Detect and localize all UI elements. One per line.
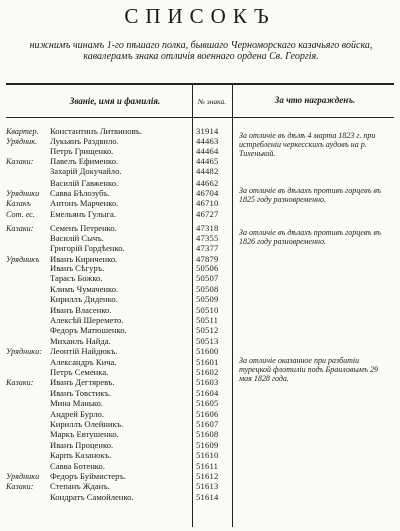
table-row bbox=[0, 337, 400, 346]
badge-number: 51610 bbox=[196, 450, 219, 461]
table-row bbox=[0, 493, 400, 502]
rank-label: Урядники bbox=[6, 189, 40, 199]
person-name: Василій Сычъ. bbox=[50, 233, 104, 244]
person-name: Степанъ Жданъ. bbox=[50, 481, 110, 492]
rank-label: Урядники: bbox=[6, 347, 42, 357]
person-name: Иванъ Товстикъ. bbox=[50, 387, 111, 398]
table-row bbox=[0, 430, 400, 439]
badge-number: 46704 bbox=[196, 188, 219, 199]
person-name: Емельянъ Гулыга. bbox=[50, 208, 116, 219]
person-name: Леонтій Найдюкъ. bbox=[50, 346, 118, 357]
person-name: Федоръ Матюшенко. bbox=[50, 325, 127, 336]
badge-number: 50508 bbox=[196, 283, 219, 294]
badge-number: 44464 bbox=[196, 146, 219, 156]
badge-number: 46727 bbox=[196, 208, 219, 219]
person-name: Кириллъ Диденко. bbox=[50, 294, 118, 305]
table-row bbox=[0, 295, 400, 304]
person-name: Иванъ Кириченко. bbox=[50, 253, 118, 264]
person-name: Константинъ Литвиновъ. bbox=[50, 126, 143, 136]
table-row bbox=[0, 274, 400, 283]
table-row bbox=[0, 482, 400, 491]
award-reason: За отличіе въ дѣлахъ противъ горцевъ въ 1826 году разновременно. bbox=[239, 228, 382, 246]
badge-number: 51614 bbox=[196, 491, 219, 502]
person-name: Маркъ Евтушенко. bbox=[50, 429, 119, 440]
rank-label: Квартер. bbox=[6, 127, 39, 136]
table-row bbox=[0, 210, 400, 219]
badge-number: 51611 bbox=[196, 460, 219, 471]
table-header-rule bbox=[6, 117, 394, 118]
badge-number: 44662 bbox=[196, 178, 219, 188]
person-name: Павелъ Ефименко. bbox=[50, 156, 119, 166]
person-name: Савва Ботенко. bbox=[50, 460, 105, 471]
badge-number: 51608 bbox=[196, 429, 219, 440]
table-row bbox=[0, 306, 400, 315]
person-name: Мина Манько. bbox=[50, 398, 103, 409]
award-reason: За отличіе въ дѣлахъ противъ горцевъ въ 1825 году разновременно. bbox=[239, 186, 382, 204]
badge-number: 50512 bbox=[196, 325, 219, 336]
badge-number: 44465 bbox=[196, 156, 219, 166]
person-name: Иванъ Власенко. bbox=[50, 304, 112, 315]
table-row bbox=[0, 264, 400, 273]
person-name: Иванъ Сѣгуръ. bbox=[50, 263, 105, 273]
header-number: № знака. bbox=[197, 97, 227, 106]
person-name: Федоръ Буймистеръ. bbox=[50, 471, 126, 481]
person-name: Григорій Гордѣенко. bbox=[50, 243, 125, 254]
person-name: Кондратъ Самойленко. bbox=[50, 491, 134, 502]
badge-number: 51606 bbox=[196, 408, 219, 419]
badge-number: 51602 bbox=[196, 367, 219, 377]
person-name: Петръ Семенка. bbox=[50, 367, 109, 377]
person-name: Антонъ Марченко. bbox=[50, 198, 119, 209]
badge-number: 46710 bbox=[196, 198, 219, 209]
badge-number: 47355 bbox=[196, 233, 219, 244]
badge-number: 51607 bbox=[196, 419, 219, 429]
badge-number: 50513 bbox=[196, 335, 219, 346]
table-row bbox=[0, 420, 400, 429]
table-row bbox=[0, 472, 400, 481]
badge-number: 51604 bbox=[196, 387, 219, 398]
rank-label: Казаки: bbox=[6, 378, 34, 388]
rank-label: Сот. ес. bbox=[6, 209, 35, 219]
badge-number: 47318 bbox=[196, 223, 219, 233]
table-row bbox=[0, 389, 400, 398]
person-name: Семенъ Петренко. bbox=[50, 223, 117, 233]
rank-label: Урядник. bbox=[6, 137, 38, 146]
table-top-rule bbox=[6, 83, 394, 85]
person-name: Иванъ Проценко. bbox=[50, 439, 114, 450]
badge-number: 51603 bbox=[196, 377, 219, 388]
rank-label: Казаки: bbox=[6, 224, 34, 233]
rank-label: Казаки: bbox=[6, 482, 34, 492]
badge-number: 50507 bbox=[196, 273, 219, 284]
person-name: Андрей Бурло. bbox=[50, 408, 104, 419]
table-row bbox=[0, 441, 400, 450]
table-row bbox=[0, 399, 400, 408]
badge-number: 51600 bbox=[196, 346, 219, 357]
person-name: Климъ Чумаченко. bbox=[50, 283, 119, 294]
badge-number: 44463 bbox=[196, 136, 219, 146]
person-name: Карпъ Казанокъ. bbox=[50, 450, 112, 461]
person-name: Михаилъ Найда. bbox=[50, 335, 111, 346]
award-reason: За отличіе оказанное при разбитіи турецкой флотиліи подъ Браиловымъ 29 мая 1828 года. bbox=[239, 356, 379, 383]
person-name: Василій Гавженко. bbox=[50, 178, 119, 188]
badge-number: 51609 bbox=[196, 439, 219, 450]
table-row bbox=[0, 316, 400, 325]
table-row bbox=[0, 326, 400, 335]
badge-number: 51605 bbox=[196, 398, 219, 409]
rank-label: Урядники bbox=[6, 472, 40, 481]
badge-number: 51612 bbox=[196, 471, 219, 481]
badge-number: 51613 bbox=[196, 481, 219, 492]
person-name: Петръ Грищенко. bbox=[50, 146, 114, 156]
header-reason: За что награжденъ. bbox=[274, 95, 356, 105]
document-title: СПИСОКЪ bbox=[124, 4, 276, 28]
badge-number: 50509 bbox=[196, 294, 219, 305]
rank-label: Казакъ bbox=[6, 199, 31, 209]
table-row bbox=[0, 285, 400, 294]
badge-number: 44482 bbox=[196, 166, 219, 176]
person-name: Тарасъ Божко. bbox=[50, 273, 103, 284]
badge-number: 47377 bbox=[196, 243, 219, 254]
rank-label: Казаки: bbox=[6, 157, 34, 166]
table-row bbox=[0, 167, 400, 176]
table-row bbox=[0, 451, 400, 460]
badge-number: 51601 bbox=[196, 356, 219, 367]
table-row bbox=[0, 410, 400, 419]
award-reason: За отличіе въ дѣлѣ 4 марта 1823 г. при истребленіи черкесскихъ аудовъ на р. Тихенькой. bbox=[239, 131, 376, 158]
badge-number: 31914 bbox=[196, 126, 219, 136]
person-name: Лукьянъ Раздвило. bbox=[50, 136, 119, 146]
badge-number: 47879 bbox=[196, 253, 219, 264]
badge-number: 50510 bbox=[196, 304, 219, 315]
table-row bbox=[0, 157, 400, 166]
table-row bbox=[0, 462, 400, 471]
document-subtitle: нижнимъ чинамъ 1-го пѣшаго полка, бывшаго Черноморскаго казачьяго войска, кавалерамъ знака отличія военнаго ордена Св. Георгія. bbox=[29, 40, 373, 62]
rank-label: Урядникъ bbox=[6, 254, 40, 264]
badge-number: 50511 bbox=[196, 315, 219, 325]
header-name: Званіе, имя и фамилія. bbox=[69, 96, 161, 106]
badge-number: 50506 bbox=[196, 263, 219, 273]
person-name: Алексѣй Шеремето. bbox=[50, 315, 124, 325]
person-name: Иванъ Дегтяревъ. bbox=[50, 377, 115, 388]
table-row bbox=[0, 347, 400, 356]
person-name: Кириллъ Олейникъ. bbox=[50, 419, 124, 429]
person-name: Александръ Кича. bbox=[50, 356, 117, 367]
person-name: Захарій Докучайло. bbox=[50, 166, 122, 176]
person-name: Савва Бѣлозубъ. bbox=[50, 188, 110, 199]
